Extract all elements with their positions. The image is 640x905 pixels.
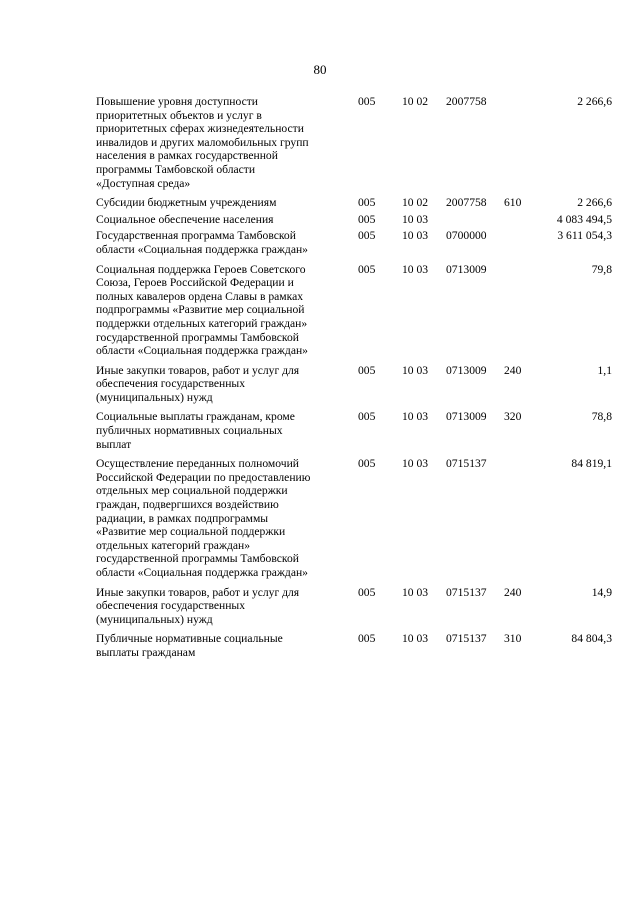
row-name-line: граждан, подвергшихся воздействию bbox=[96, 498, 279, 512]
ministry-code: 005 bbox=[358, 262, 376, 276]
amount: 3 611 054,3 bbox=[557, 229, 612, 243]
section-code: 10 03 bbox=[402, 363, 429, 377]
row-name-line: отдельных категорий граждан» bbox=[96, 538, 251, 552]
ministry-code: 005 bbox=[358, 229, 376, 243]
ministry-code: 005 bbox=[358, 632, 376, 646]
expense-type-code: 240 bbox=[504, 585, 522, 599]
row-name-line: области «Социальная поддержка граждан» bbox=[96, 242, 308, 256]
section-code: 10 03 bbox=[402, 212, 429, 226]
row-name bbox=[96, 364, 358, 411]
target-code: 0715137 bbox=[446, 632, 487, 646]
expense-type-code: 310 bbox=[504, 632, 522, 646]
ministry-code: 005 bbox=[358, 95, 376, 108]
amount: 84 819,1 bbox=[571, 457, 612, 471]
row-name bbox=[96, 457, 358, 585]
section-code: 10 02 bbox=[402, 95, 429, 108]
row-name bbox=[96, 586, 358, 633]
amount: 4 083 494,5 bbox=[556, 212, 612, 226]
row-name-line: обеспечения государственных bbox=[96, 599, 246, 613]
row-name-line: выплат bbox=[96, 437, 132, 451]
row-name-line: радиации, в рамках подпрограммы bbox=[96, 511, 269, 525]
row-name-line: Социальная поддержка Героев Советского bbox=[96, 262, 306, 276]
row-name-line: «Доступная среда» bbox=[96, 176, 191, 190]
row-name bbox=[96, 410, 358, 457]
section-code: 10 03 bbox=[402, 632, 429, 646]
ministry-code: 005 bbox=[358, 585, 376, 599]
ministry-code: 005 bbox=[358, 410, 376, 424]
expense-type-code bbox=[504, 263, 538, 364]
amount: 1,1 bbox=[597, 363, 612, 377]
table-row bbox=[96, 229, 612, 262]
row-name-line: государственной программы Тамбовской bbox=[96, 330, 299, 344]
row-name bbox=[96, 196, 358, 213]
row-name-line: Государственная программа Тамбовской bbox=[96, 229, 296, 243]
expense-type-code bbox=[504, 229, 538, 262]
section-code: 10 03 bbox=[402, 229, 429, 243]
row-name-line: Иные закупки товаров, работ и услуг для bbox=[96, 585, 300, 599]
expense-type-code bbox=[504, 95, 538, 196]
target-code: 0713009 bbox=[446, 262, 487, 276]
row-name-line: инвалидов и других маломобильных групп bbox=[96, 135, 309, 149]
amount: 2 266,6 bbox=[577, 95, 612, 108]
table-row bbox=[96, 586, 612, 633]
row-name-line: «Развитие мер социальной поддержки bbox=[96, 525, 286, 539]
target-code: 0713009 bbox=[446, 410, 487, 424]
section-code: 10 03 bbox=[402, 410, 429, 424]
row-name bbox=[96, 213, 358, 230]
target-code: 0715137 bbox=[446, 457, 487, 471]
section-code: 10 02 bbox=[402, 196, 429, 210]
amount: 79,8 bbox=[591, 262, 612, 276]
amount: 84 804,3 bbox=[571, 632, 612, 646]
row-name-line: публичных нормативных социальных bbox=[96, 424, 283, 438]
row-name-line: населения в рамках государственной bbox=[96, 149, 278, 163]
ministry-code: 005 bbox=[358, 363, 376, 377]
row-name-line: программы Тамбовской области bbox=[96, 162, 256, 176]
ministry-code: 005 bbox=[358, 196, 376, 210]
row-name-line: выплаты гражданам bbox=[96, 645, 196, 659]
row-name-line: поддержки отдельных категорий граждан» bbox=[96, 316, 308, 330]
row-name-line: отдельных мер социальной поддержки bbox=[96, 484, 288, 498]
row-name-line: (муниципальных) нужд bbox=[96, 390, 213, 404]
row-name-line: Социальное обеспечение населения bbox=[96, 212, 274, 226]
row-name-line: Союза, Героев Российской Федерации и bbox=[96, 276, 294, 290]
section-code: 10 03 bbox=[402, 262, 429, 276]
expense-type-code bbox=[504, 457, 538, 585]
target-code bbox=[446, 213, 504, 230]
row-name-line: приоритетных сферах жизнедеятельности bbox=[96, 122, 304, 136]
amount: 2 266,6 bbox=[577, 196, 612, 210]
row-name-line: Субсидии бюджетным учреждениям bbox=[96, 196, 277, 210]
row-name-line: Социальные выплаты гражданам, кроме bbox=[96, 410, 295, 424]
row-name-line: (муниципальных) нужд bbox=[96, 612, 213, 626]
row-name-line: Российской Федерации по предоставлению bbox=[96, 470, 311, 484]
expense-type-code bbox=[504, 213, 538, 230]
expense-type-code: 610 bbox=[504, 196, 522, 210]
row-name-line: Повышение уровня доступности bbox=[96, 95, 259, 108]
table-row bbox=[96, 457, 612, 585]
ministry-code: 005 bbox=[358, 212, 376, 226]
table-row bbox=[96, 364, 612, 411]
row-name bbox=[96, 263, 358, 364]
section-code: 10 03 bbox=[402, 457, 429, 471]
section-code: 10 03 bbox=[402, 585, 429, 599]
table-row bbox=[96, 410, 612, 457]
row-name-line: полных кавалеров ордена Славы в рамках bbox=[96, 289, 304, 303]
budget-table bbox=[96, 95, 612, 666]
table-row bbox=[96, 95, 612, 196]
row-name-line: Публичные нормативные социальные bbox=[96, 632, 283, 646]
target-code: 2007758 bbox=[446, 95, 487, 108]
expense-type-code: 240 bbox=[504, 363, 522, 377]
row-name-line: государственной программы Тамбовской bbox=[96, 552, 299, 566]
target-code: 2007758 bbox=[446, 196, 487, 210]
table-row bbox=[96, 196, 612, 213]
table-row bbox=[96, 213, 612, 230]
table-row bbox=[96, 263, 612, 364]
budget-table-body bbox=[96, 95, 612, 666]
row-name bbox=[96, 632, 358, 665]
amount: 78,8 bbox=[591, 410, 612, 424]
target-code: 0715137 bbox=[446, 585, 487, 599]
row-name-line: Осуществление переданных полномочий bbox=[96, 457, 300, 471]
target-code: 0713009 bbox=[446, 363, 487, 377]
row-name-line: подпрограммы «Развитие мер социальной bbox=[96, 303, 305, 317]
ministry-code: 005 bbox=[358, 457, 376, 471]
row-name-line: области «Социальная поддержка граждан» bbox=[96, 344, 308, 358]
row-name-line: области «Социальная поддержка граждан» bbox=[96, 566, 308, 579]
target-code: 0700000 bbox=[446, 229, 487, 243]
row-name bbox=[96, 229, 358, 262]
amount: 14,9 bbox=[591, 585, 612, 599]
expense-type-code: 320 bbox=[504, 410, 522, 424]
row-name-line: Иные закупки товаров, работ и услуг для bbox=[96, 363, 300, 377]
row-name-line: обеспечения государственных bbox=[96, 377, 246, 391]
page-number: 80 bbox=[313, 62, 327, 77]
row-name bbox=[96, 95, 358, 196]
table-row bbox=[96, 632, 612, 665]
row-name-line: приоритетных объектов и услуг в bbox=[96, 108, 262, 122]
